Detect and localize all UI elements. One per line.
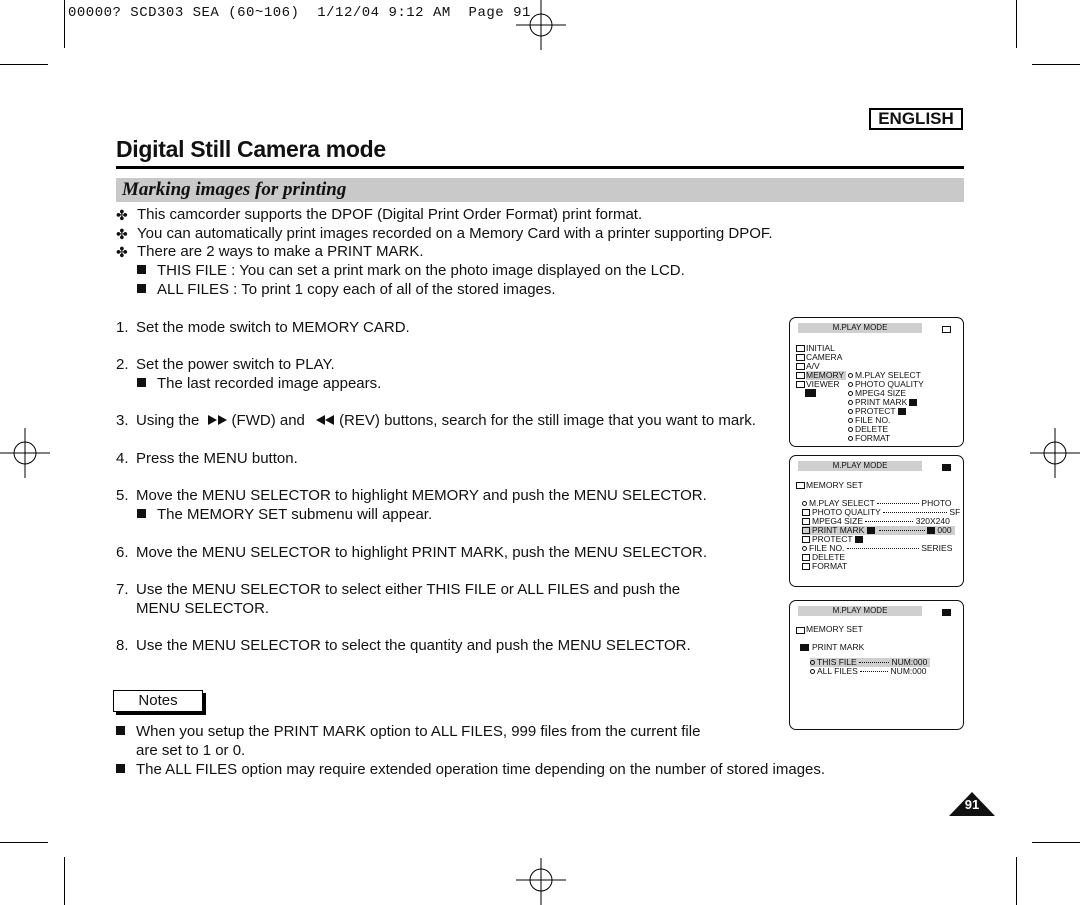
cross-bullet-icon: ✤ xyxy=(116,207,128,223)
menu-icon xyxy=(802,563,810,570)
submenu-item: FILE NO. xyxy=(848,416,890,425)
menu-icon xyxy=(802,554,810,561)
page-number: 91 xyxy=(964,797,980,812)
step-7: 7. Use the MENU SELECTOR to select either THIS FILE or ALL FILES and push the xyxy=(116,581,681,598)
memory-icon xyxy=(805,389,816,397)
intro-line: There are 2 ways to make a PRINT MARK. xyxy=(137,243,424,260)
bullet-icon xyxy=(810,669,815,674)
setting-row: DELETE xyxy=(802,553,845,562)
crop-mark xyxy=(1016,857,1017,905)
print-icon xyxy=(927,527,935,534)
print-icon xyxy=(800,644,809,651)
menu-icon xyxy=(802,509,810,516)
page-title: Digital Still Camera mode xyxy=(116,136,386,162)
submenu-title: MEMORY SET xyxy=(806,624,863,634)
print-slug: 00000? SCD303 SEA (60~106) 1/12/04 9:12 AM Page 91 xyxy=(68,5,531,21)
menu-icon xyxy=(796,354,805,361)
step-7-cont: MENU SELECTOR. xyxy=(136,600,270,617)
submenu-item: MPEG4 SIZE xyxy=(848,389,906,398)
menu-icon xyxy=(802,518,810,525)
bullet-icon xyxy=(848,391,853,396)
lcd-screen-memory-set xyxy=(789,455,964,587)
step-2-sub: The last recorded image appears. xyxy=(137,375,381,393)
lock-icon xyxy=(855,536,863,543)
page-number-badge xyxy=(949,792,995,816)
bullet-icon xyxy=(848,400,853,405)
crop-mark xyxy=(0,64,48,65)
intro-line: You can automatically print images recorded on a Memory Card with a printer supporting DPOF. xyxy=(137,225,773,242)
menu-item: A/V xyxy=(806,361,820,371)
language-badge: ENGLISH xyxy=(869,108,963,130)
menu-icon xyxy=(796,372,805,379)
submenu-item: DELETE xyxy=(848,425,888,434)
step-2: 2. Set the power switch to PLAY. xyxy=(116,356,335,373)
menu-item-selected: MEMORY xyxy=(806,370,845,380)
way-item: THIS FILE : You can set a print mark on the photo image displayed on the LCD. xyxy=(137,262,685,280)
cross-bullet-icon: ✤ xyxy=(116,226,128,242)
setting-row: M.PLAY SELECT PHOTO xyxy=(802,499,956,508)
crop-mark xyxy=(1016,0,1017,48)
bullet-icon xyxy=(802,546,807,551)
step-4: 4. Press the MENU button. xyxy=(116,450,298,467)
setting-row: MPEG4 SIZE 320X240 xyxy=(802,517,956,526)
bullet-icon xyxy=(848,418,853,423)
note-item: When you setup the PRINT MARK option to ALL FILES, 999 files from the current file xyxy=(116,723,700,741)
menu-icon xyxy=(802,536,810,543)
menu-item: INITIAL xyxy=(806,343,835,353)
step-5-sub: The MEMORY SET submenu will appear. xyxy=(137,506,432,524)
screen-header: M.PLAY MODE xyxy=(798,323,922,333)
menu-item: VIEWER xyxy=(806,379,840,389)
bullet-icon xyxy=(810,660,815,665)
submenu-subtitle: PRINT MARK xyxy=(812,642,865,652)
bullet-icon xyxy=(848,427,853,432)
fast-forward-icon xyxy=(208,414,230,426)
notes-label: Notes xyxy=(113,690,203,712)
bullet-icon xyxy=(848,409,853,414)
memory-icon xyxy=(796,627,805,634)
rewind-icon xyxy=(315,414,337,426)
screen-header: M.PLAY MODE xyxy=(798,606,922,616)
memory-card-icon xyxy=(942,609,951,616)
menu-icon xyxy=(796,381,805,388)
square-bullet-icon xyxy=(116,764,125,773)
step-8: 8. Use the MENU SELECTOR to select the quantity and push the MENU SELECTOR. xyxy=(116,637,691,654)
registration-mark-left xyxy=(0,428,50,478)
registration-mark-bottom xyxy=(516,858,566,905)
setting-row: PHOTO QUALITY SF xyxy=(802,508,956,517)
way-item: ALL FILES : To print 1 copy each of all of the stored images. xyxy=(137,281,556,299)
square-bullet-icon xyxy=(137,378,146,387)
bullet-icon xyxy=(848,436,853,441)
submenu-item: PHOTO QUALITY xyxy=(848,380,924,389)
cross-bullet-icon: ✤ xyxy=(116,244,128,260)
square-bullet-icon xyxy=(137,509,146,518)
lcd-screen-menu xyxy=(789,317,964,447)
step-3: 3. Using the (FWD) and (REV) buttons, search for the still image that you want to mark. xyxy=(116,412,756,429)
crop-mark xyxy=(64,857,65,905)
title-rule xyxy=(116,166,964,169)
crop-mark xyxy=(64,0,65,48)
crop-mark xyxy=(0,842,48,843)
memory-card-icon xyxy=(942,326,951,333)
step-1: 1. Set the mode switch to MEMORY CARD. xyxy=(116,319,410,336)
setting-row: FORMAT xyxy=(802,562,847,571)
crop-mark xyxy=(1032,842,1080,843)
lcd-screen-print-mark xyxy=(789,600,964,730)
submenu-item: M.PLAY SELECT xyxy=(848,371,921,380)
registration-mark-right xyxy=(1030,428,1080,478)
submenu-item: PRINT MARK xyxy=(848,398,919,407)
square-bullet-icon xyxy=(116,726,125,735)
submenu-item: FORMAT xyxy=(848,434,890,443)
submenu-title: MEMORY SET xyxy=(806,480,863,490)
square-bullet-icon xyxy=(137,284,146,293)
submenu-item: PROTECT xyxy=(848,407,908,416)
memory-card-icon xyxy=(942,464,951,471)
crop-mark xyxy=(1032,64,1080,65)
menu-item: CAMERA xyxy=(806,352,843,362)
print-icon xyxy=(909,399,917,406)
note-item-cont: are set to 1 or 0. xyxy=(136,742,246,759)
menu-icon xyxy=(796,363,805,370)
lock-icon xyxy=(898,408,906,415)
memory-icon xyxy=(796,482,805,489)
step-5: 5. Move the MENU SELECTOR to highlight MEMORY and push the MENU SELECTOR. xyxy=(116,487,707,504)
bullet-icon xyxy=(848,382,853,387)
bullet-icon xyxy=(848,373,853,378)
option-row: ALL FILES NUM:000 xyxy=(810,667,930,676)
menu-icon xyxy=(802,527,810,534)
step-6: 6. Move the MENU SELECTOR to highlight PRINT MARK, push the MENU SELECTOR. xyxy=(116,544,708,561)
setting-row-selected: PRINT MARK 000 xyxy=(802,526,955,535)
intro-line: This camcorder supports the DPOF (Digital Print Order Format) print format. xyxy=(137,206,643,223)
menu-icon xyxy=(796,345,805,352)
screen-header: M.PLAY MODE xyxy=(798,461,922,471)
print-icon xyxy=(867,527,875,534)
section-title: Marking images for printing xyxy=(122,179,347,200)
setting-row: PROTECT xyxy=(802,535,865,544)
note-item: The ALL FILES option may require extended operation time depending on the number of stored images. xyxy=(116,761,825,779)
bullet-icon xyxy=(802,501,807,506)
square-bullet-icon xyxy=(137,265,146,274)
option-row-selected: THIS FILE NUM:000 xyxy=(810,658,930,667)
setting-row: FILE NO. SERIES xyxy=(802,544,956,553)
